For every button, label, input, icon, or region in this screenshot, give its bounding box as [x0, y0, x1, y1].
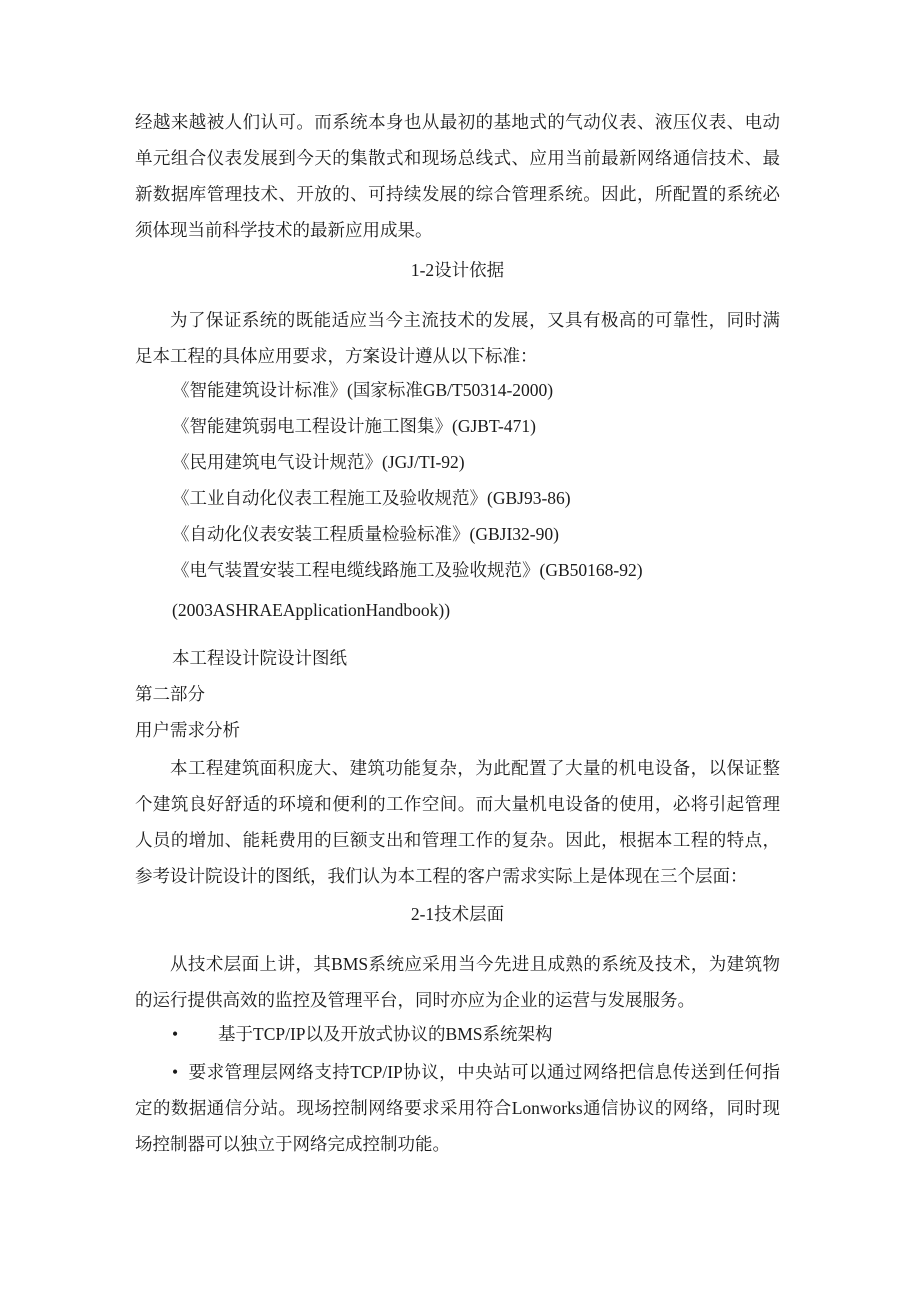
section-heading-2-1: 2-1技术层面: [410, 904, 505, 924]
bullet-item-architecture: 基于TCP/IP以及开放式协议的BMS系统架构: [218, 1024, 553, 1044]
paragraph-needs: 本工程建筑面积庞大、建筑功能复杂，为此配置了大量的机电设备，以保证整个建筑良好舒适的环境和便利的工作空间。而大量机电设备的使用，必将引起管理人员的增加、能耗费用的巨额支出和管理工作的复杂。因此，根据本工程的特点，参考设计院设计的图纸，我们认为本工程的客户需求实际上是体现在三个层面：: [135, 758, 780, 886]
bullet-mark: •: [172, 1062, 179, 1082]
handbook-reference: (2003ASHRAEApplicationHandbook)): [172, 600, 451, 620]
design-drawings-line: 本工程设计院设计图纸: [172, 648, 347, 668]
standard-item: 《民用建筑电气设计规范》(JGJ/TI-92): [172, 452, 465, 472]
paragraph-standards-intro: 为了保证系统的既能适应当今主流技术的发展，又具有极高的可靠性，同时满足本工程的具体应用要求，方案设计遵从以下标准：: [135, 310, 780, 366]
bullet-item-network: [135, 1054, 780, 1162]
standard-item: 《工业自动化仪表工程施工及验收规范》(GBJ93-86): [172, 488, 571, 508]
bullet-mark: •: [172, 1024, 179, 1044]
paragraph-technical: 从技术层面上讲，其BMS系统应采用当今先进且成熟的系统及技术，为建筑物的运行提供高效的监控及管理平台，同时亦应为企业的运营与发展服务。: [135, 954, 780, 1010]
standard-item: 《智能建筑弱电工程设计施工图集》(GJBT-471): [172, 416, 536, 436]
paragraph-intro: 经越来越被人们认可。而系统本身也从最初的基地式的气动仪表、液压仪表、电动单元组合仪表发展到今天的集散式和现场总线式、应用当前最新网络通信技术、最新数据库管理技术、开放的、可持续发展的综合管理系统。因此，所配置的系统必须体现当前科学技术的最新应用成果。: [135, 112, 780, 240]
section-heading-1-2: 1-2设计依据: [410, 260, 505, 280]
standard-item: 《智能建筑设计标准》(国家标准GB/T50314-2000): [172, 380, 554, 400]
standard-item: 《自动化仪表安装工程质量检验标准》(GBJI32-90): [172, 524, 559, 544]
part-subtitle: 用户需求分析: [135, 720, 240, 740]
part-title: 第二部分: [135, 684, 205, 704]
standard-item: 《电气装置安装工程电缆线路施工及验收规范》(GB50168-92): [172, 560, 643, 580]
bullet-item-network-text: 要求管理层网络支持TCP/IP协议，中央站可以通过网络把信息传送到任何指定的数据通信分站。现场控制网络要求采用符合Lonworks通信协议的网络，同时现场控制器可以独立于网络完成控制功能。: [135, 1062, 780, 1154]
